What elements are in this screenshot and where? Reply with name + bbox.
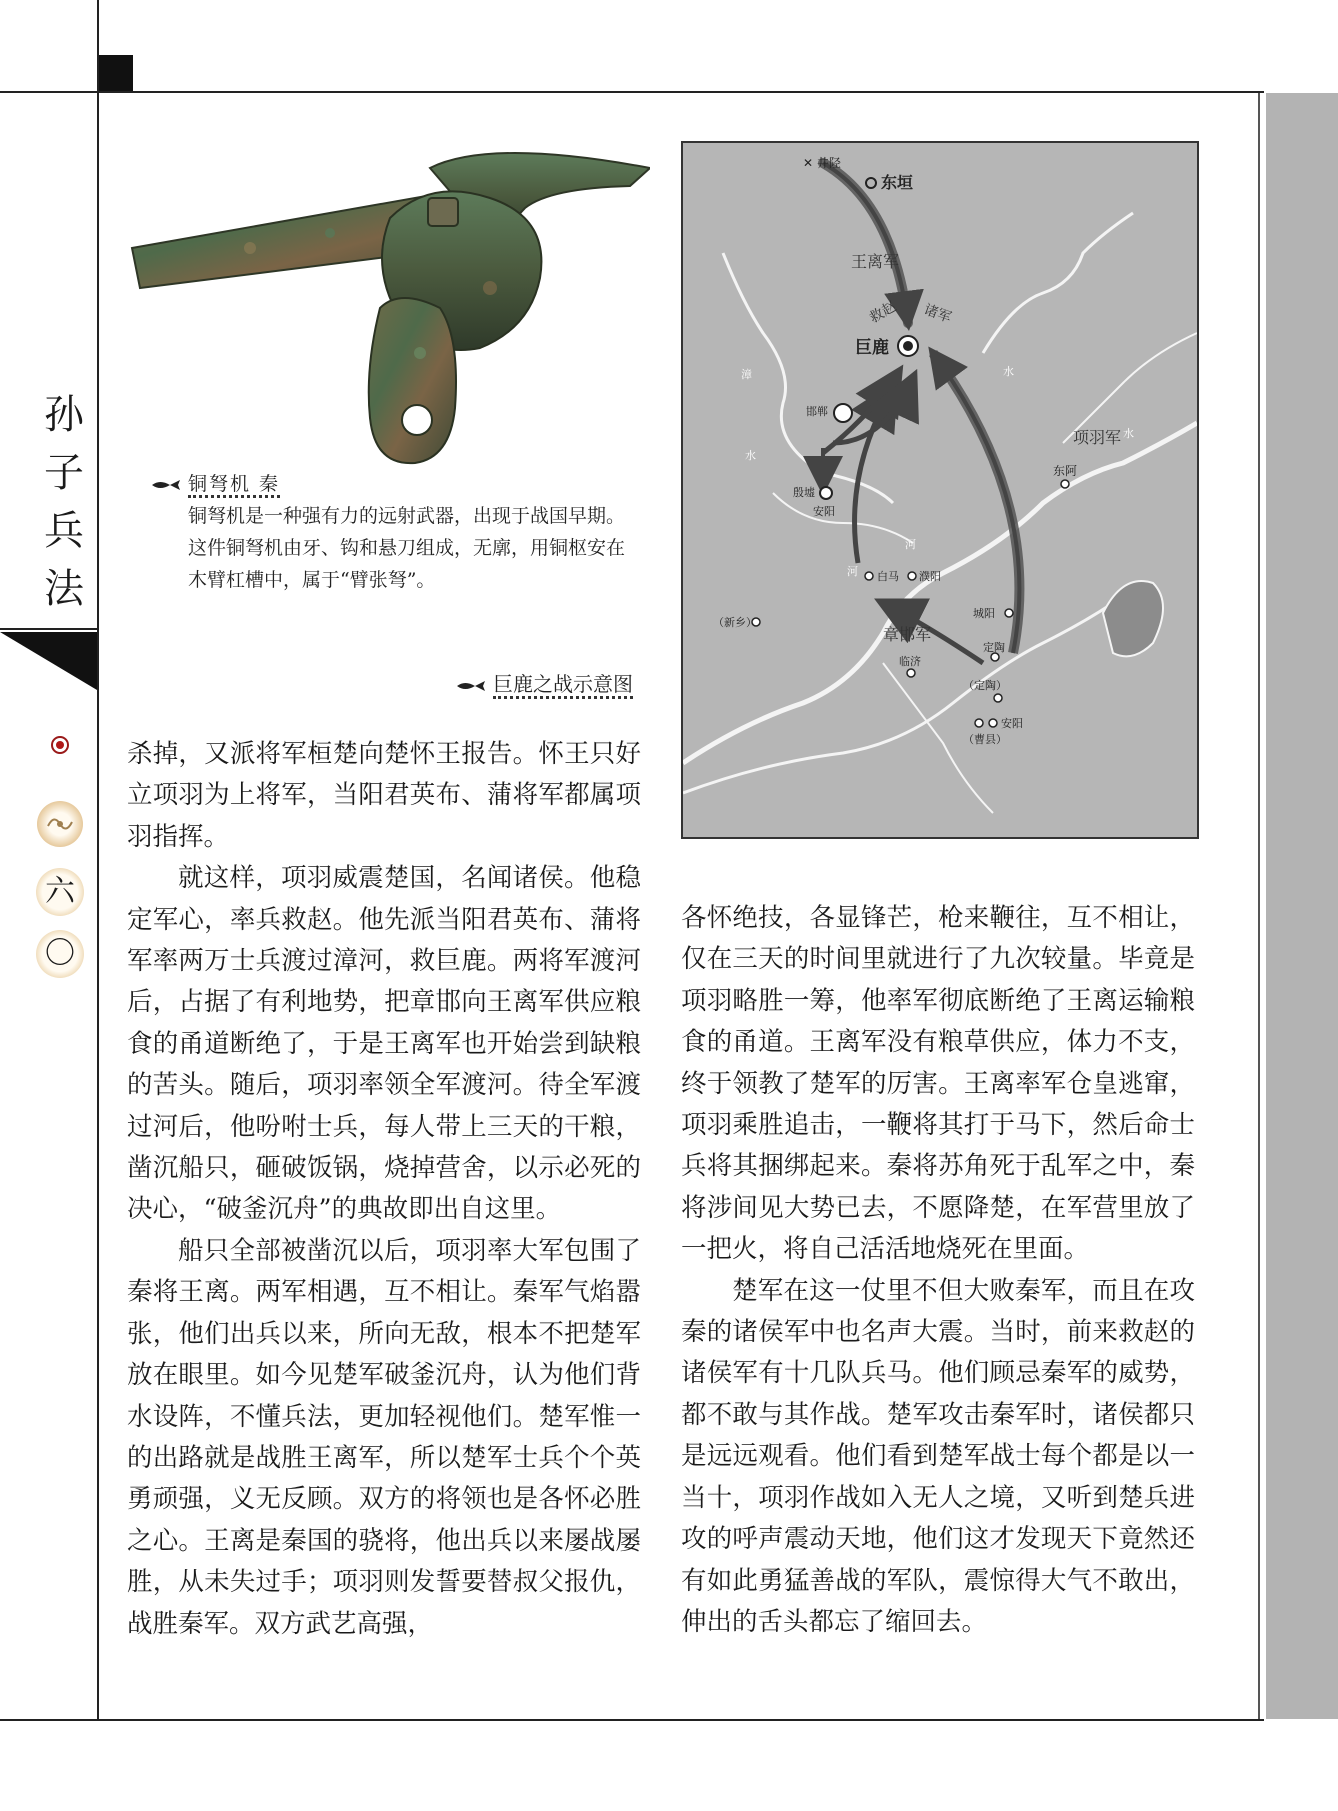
map-label-dingtao2: （定陶） xyxy=(963,679,1007,692)
text-column-right xyxy=(681,898,1195,1643)
map-label-jiuzhao: 救赵 xyxy=(867,298,900,327)
map-label-yinxu: 殷墟 xyxy=(793,486,815,499)
map-label-river: 水 xyxy=(745,449,756,462)
artifact-caption-title: 铜弩机 秦 xyxy=(188,473,280,498)
map-label-river: 漳 xyxy=(741,368,752,381)
artifact-caption xyxy=(150,468,640,596)
map-label-river: 水 xyxy=(1003,365,1014,378)
map-label-wanglijun: 王离军 xyxy=(851,252,900,271)
map-label-zhanghanjun: 章邯军 xyxy=(883,625,932,644)
map-label-donge: 东阿 xyxy=(1053,464,1078,478)
artifact-caption-body: 铜弩机是一种强有力的远射武器，出现于战国早期。这件铜弩机由牙、钩和悬刀组成，无廓，用铜枢安在木臂杠槽中，属于“臂张弩”。 xyxy=(188,505,626,591)
red-dot-icon xyxy=(51,736,69,754)
map-label-jingxing: 井陉 xyxy=(816,156,841,170)
paragraph: 就这样，项羽威震楚国，名闻诸侯。他稳定军心，率兵救赵。他先派当阳君英布、蒲将军率两万士兵渡过漳河，救巨鹿。两将军渡河后，占据了有利地势，把章邯向王离军供应粮食的甬道断绝了，于是王离军也开始尝到缺粮的苦头。随后，项羽率领全军渡河。待全军渡过河后，他吩咐士兵，每人带上三天的干粮，凿沉船只，砸破饭锅，烧掉营舍，以示必死的决心，“破釜沉舟”的典故即出自这里。 xyxy=(127,863,641,1225)
map-label-julu: 巨鹿 xyxy=(855,338,889,358)
battle-map xyxy=(681,141,1199,839)
book-title-vertical xyxy=(34,386,94,618)
corner-block xyxy=(99,55,133,91)
right-margin-band xyxy=(1266,93,1338,1719)
paragraph: 杀掉，又派将军桓楚向楚怀王报告。怀王只好立项羽为上将军，当阳君英布、蒲将军都属项羽指挥。 xyxy=(127,739,641,852)
map-label-linji: 临济 xyxy=(899,655,921,668)
page-number-char: 〇 xyxy=(36,930,84,978)
svg-text:✕ 井陉: ✕ 井陉 xyxy=(803,156,841,170)
map-label-dingtao: 定陶 xyxy=(983,641,1005,654)
map-label-xiangyujun: 项羽军 xyxy=(1073,428,1122,447)
map-label-baima: 白马 xyxy=(877,570,899,583)
page-number-char: 六 xyxy=(36,868,84,916)
fish-bullet-icon xyxy=(455,680,487,692)
map-label-river: 河 xyxy=(905,538,916,551)
book-title-char: 法 xyxy=(44,566,84,612)
map-caption-text: 巨鹿之战示意图 xyxy=(493,672,633,699)
text-column-left xyxy=(127,734,641,1645)
paragraph: 船只全部被凿沉以后，项羽率大军包围了秦将王离。两军相遇，互不相让。秦军气焰嚣张，他们出兵以来，所向无敌，根本不把楚军放在眼里。如今见楚军破釜沉舟，认为他们背水设阵，不懂兵法，更加轻视他们。楚军惟一的出路就是战胜王离军，所以楚军士兵个个英勇顽强，义无反顾。双方的将领也是各怀必胜之心。王离是秦国的骁将，他出兵以来屡战屡胜，从未失过手；项羽则发誓要替叔父报仇，战胜秦军。双方武艺高强， xyxy=(127,1235,641,1639)
side-rule xyxy=(0,628,97,630)
map-label-xinxiang: （新乡） xyxy=(713,616,757,629)
paragraph: 各怀绝技，各显锋芒，枪来鞭往，互不相让，仅在三天的时间里就进行了九次较量。毕竟是项羽略胜一筹，他率军彻底断绝了王离运输粮食的甬道。王离军没有粮草供应，体力不支，终于领教了楚军的厉害。王离率军仓皇逃窜，项羽乘胜追击，一鞭将其打于马下，然后命士兵将其捆绑起来。秦将苏角死于乱军之中，秦将涉间见大势已去，不愿降楚，在军营里放了一把火，将自己活活地烧死在里面。 xyxy=(681,903,1195,1265)
map-caption xyxy=(455,668,633,697)
map-label-anyang: 安阳 xyxy=(813,505,835,518)
ornament-icon xyxy=(36,800,84,848)
paragraph: 楚军在这一仗里不但大败秦军，而且在攻秦的诸侯军中也名声大震。当时，前来救赵的诸侯军有十几队兵马。他们顾忌秦军的威势，都不敢与其作战。楚军攻击秦军时，诸侯都只是远远观看。他们看到楚军战士每个都是以一当十，项羽作战如入无人之境，又听到楚兵进攻的呼声震动天地，他们这才发现天下竟然还有如此勇猛善战的军队，震惊得大气不敢出，伸出的舌头都忘了缩回去。 xyxy=(681,1275,1195,1637)
fish-bullet-icon xyxy=(150,479,182,491)
crossbow-trigger-image xyxy=(130,138,650,468)
map-label-dongyuan: 东垣 xyxy=(881,173,914,192)
book-title-char: 孙 xyxy=(44,392,84,438)
map-label-zhujun: 诸军 xyxy=(921,301,954,327)
map-label-puyang: 濮阳 xyxy=(919,570,941,583)
map-label-chengyang: 城阳 xyxy=(973,607,995,620)
side-wedge xyxy=(0,632,97,690)
map-label-river: 河 xyxy=(847,565,858,578)
left-rule xyxy=(97,0,99,1721)
map-label-caoxian: （曹县） xyxy=(963,733,1007,746)
right-band-line xyxy=(1258,93,1260,1719)
top-rule xyxy=(0,91,1264,93)
map-label-river: 水 xyxy=(1123,427,1134,440)
map-label-anyang2: 安阳 xyxy=(1001,717,1023,730)
book-title-char: 兵 xyxy=(44,508,84,554)
bottom-rule xyxy=(0,1719,1264,1721)
book-title-char: 子 xyxy=(44,450,84,496)
map-label-handan: 邯郸 xyxy=(806,405,828,418)
